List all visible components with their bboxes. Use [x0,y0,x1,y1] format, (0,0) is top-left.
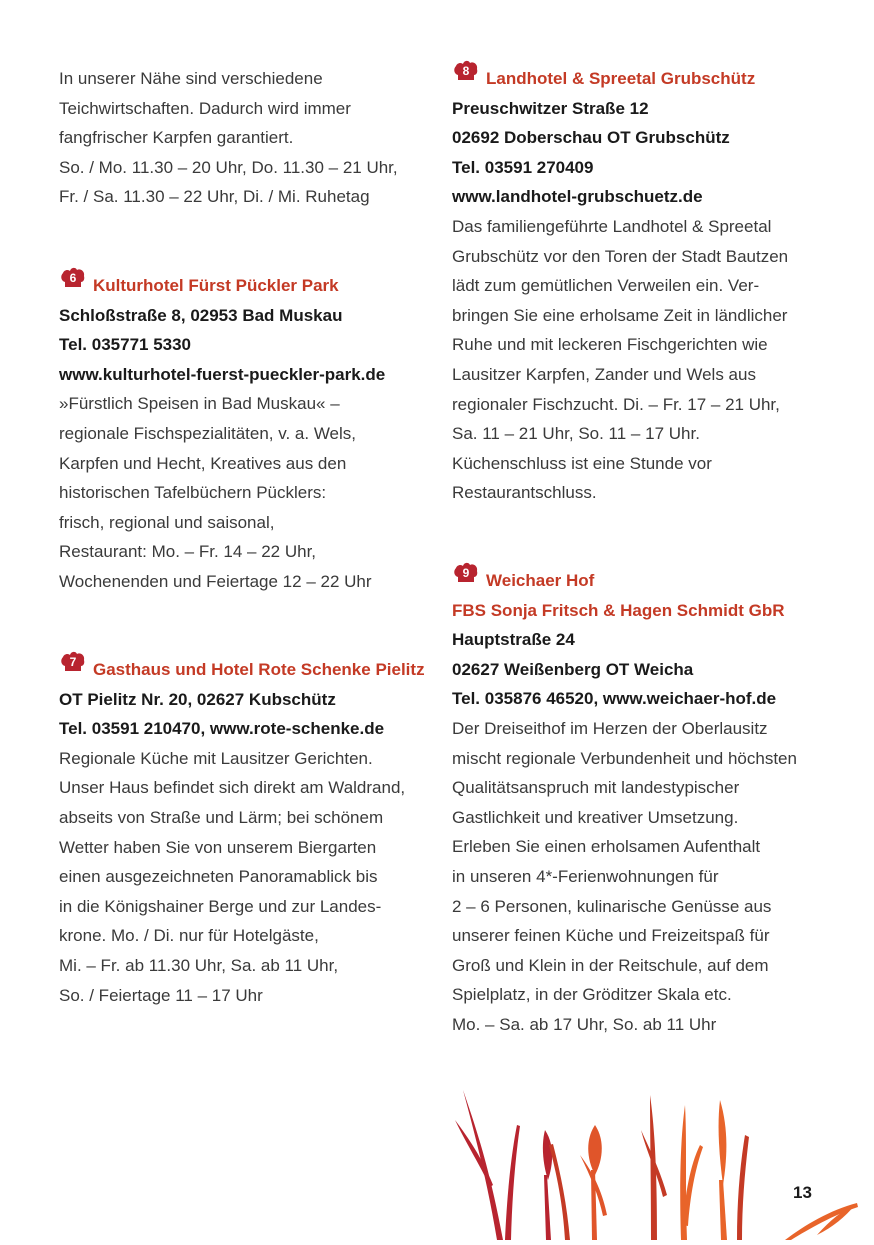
reeds-illustration [445,1085,865,1245]
description-line: Karpfen und Hecht, Kreatives aus den [59,453,347,473]
phone-line: Tel. 03591 270409 [452,157,594,177]
description-line: Wochenenden und Feiertage 12 – 22 Uhr [59,571,372,591]
description-line: Ruhe und mit leckeren Fischgerichten wie [452,335,768,355]
phone-line: Tel. 035771 5330 [59,335,192,355]
description-line: »Fürstlich Speisen in Bad Muskau« – [59,394,340,414]
description-line: Mi. – Fr. ab 11.30 Uhr, Sa. ab 11 Uhr, [59,955,339,975]
address-line: 02692 Doberschau OT Grubschütz [452,128,730,148]
description-line: Küchenschluss ist eine Stunde vor [452,453,712,473]
description-line: Das familiengeführte Landhotel & Spreetal [452,216,772,236]
description-line: Gastlichkeit und kreativer Umsetzung. [452,807,739,827]
description-line: abseits von Straße und Lärm; bei schönem [59,807,384,827]
description-line: regionaler Fischzucht. Di. – Fr. 17 – 21 Uhr, [452,394,780,414]
phone-website-line[interactable]: Tel. 03591 210470, www.rote-schenke.de [59,719,385,739]
description-line: Groß und Klein in der Reitschule, auf dem [452,955,769,975]
address-line: Schloßstraße 8, 02953 Bad Muskau [59,305,343,325]
intro-line: fangfrischer Karpfen garantiert. [59,128,294,148]
entry-title-text: Landhotel & Spreetal Grubschütz [486,69,756,88]
chef-hat-icon [452,560,480,588]
description-line: Unser Haus befindet sich direkt am Waldrand, [59,778,406,798]
description-line: frisch, regional und saisonal, [59,512,275,532]
address-line: Preuschwitzer Straße 12 [452,98,649,118]
description-line: bringen Sie eine erholsame Zeit in ländlicher [452,305,788,325]
phone-website-line[interactable]: Tel. 035876 46520, www.weichaer-hof.de [452,689,777,709]
intro-text [59,64,439,212]
chef-hat-icon [452,58,480,86]
description-line: Lausitzer Karpfen, Zander und Wels aus [452,364,756,384]
description-line: So. / Feiertage 11 – 17 Uhr [59,985,263,1005]
intro-line: Fr. / Sa. 11.30 – 22 Uhr, Di. / Mi. Ruhetag [59,187,370,207]
description-line: Erleben Sie einen erholsamen Aufenthalt [452,837,761,857]
website-link[interactable]: www.landhotel-grubschuetz.de [452,187,703,207]
chef-hat-icon [59,649,87,677]
entry-title [59,655,439,685]
intro-line: Teichwirtschaften. Dadurch wird immer [59,98,351,118]
entry-subtitle: FBS Sonja Fritsch & Hagen Schmidt GbR [452,600,785,620]
page-number: 13 [793,1183,812,1202]
intro-line: So. / Mo. 11.30 – 20 Uhr, Do. 11.30 – 21 Uhr, [59,157,398,177]
entry-title-text: Kulturhotel Fürst Pückler Park [93,276,339,295]
description-line: Mo. – Sa. ab 17 Uhr, So. ab 11 Uhr [452,1014,717,1034]
entry-9 [452,566,832,1040]
entry-title-text: Gasthaus und Hotel Rote Schenke Pielitz [93,660,425,679]
description-line: regionale Fischspezialitäten, v. a. Wels, [59,423,357,443]
description-line: krone. Mo. / Di. nur für Hotelgäste, [59,926,319,946]
entry-number: 6 [69,271,77,285]
description-line: Spielplatz, in der Gröditzer Skala etc. [452,985,732,1005]
description-line: Restaurant: Mo. – Fr. 14 – 22 Uhr, [59,542,317,562]
entry-number: 9 [462,566,470,580]
description-line: Wetter haben Sie von unserem Biergarten [59,837,377,857]
description-line: in die Königshainer Berge und zur Landes- [59,896,382,916]
description-line: Qualitätsanspruch mit landestypischer [452,778,740,798]
entry-number: 7 [69,655,77,669]
entry-6 [59,271,439,597]
description-line: Sa. 11 – 21 Uhr, So. 11 – 17 Uhr. [452,424,700,444]
description-line: Der Dreiseithof im Herzen der Oberlausitz [452,718,768,738]
description-line: 2 – 6 Personen, kulinarische Genüsse aus [452,896,772,916]
description-line: historischen Tafelbüchern Pücklers: [59,483,327,503]
entry-title [452,566,832,596]
website-link[interactable]: www.kulturhotel-fuerst-pueckler-park.de [59,364,386,384]
entry-7 [59,655,439,1010]
entry-number: 8 [462,64,470,78]
entry-8 [452,64,832,508]
intro-line: In unserer Nähe sind verschiedene [59,69,323,88]
entry-title [452,64,832,94]
entry-title-text: Weichaer Hof [486,571,595,590]
entry-title [59,271,439,301]
address-line: Hauptstraße 24 [452,630,575,650]
address-line: OT Pielitz Nr. 20, 02627 Kubschütz [59,689,336,709]
description-line: Restaurantschluss. [452,483,597,503]
description-line: Grubschütz vor den Toren der Stadt Bautzen [452,246,789,266]
description-line: unserer feinen Küche und Freizeitspaß für [452,926,770,946]
address-line: 02627 Weißenberg OT Weicha [452,659,694,679]
chef-hat-icon [59,265,87,293]
description-line: mischt regionale Verbundenheit und höchsten [452,748,797,768]
description-line: Regionale Küche mit Lausitzer Gerichten. [59,748,373,768]
description-line: in unseren 4*-Ferienwohnungen für [452,866,719,886]
description-line: einen ausgezeichneten Panoramablick bis [59,867,378,887]
description-line: lädt zum gemütlichen Verweilen ein. Ver- [452,276,760,296]
